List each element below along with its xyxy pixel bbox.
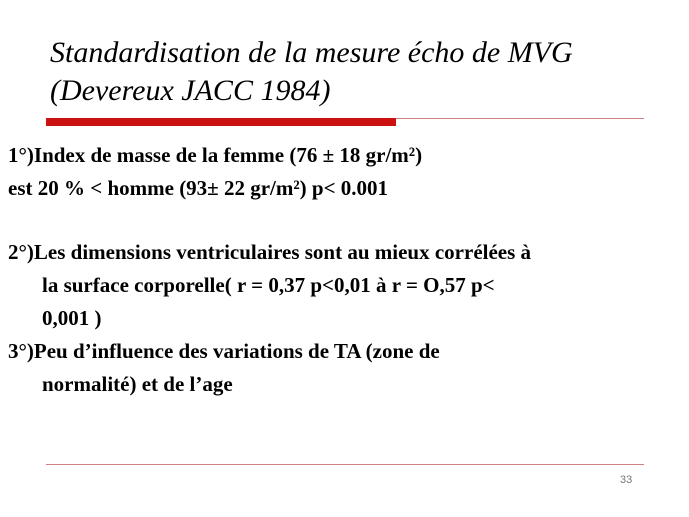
slide-title (50, 34, 670, 110)
point-2-line-2: la surface corporelle( r = 0,37 p<0,01 à r = O,57 p< (42, 273, 495, 297)
slide-body (8, 139, 683, 401)
point-3-line-2: normalité) et de l’age (42, 372, 233, 396)
point-1-line-1: 1°)Index de masse de la femme (76 ± 18 gr/m²) (8, 143, 423, 167)
point-2-line-3: 0,001 ) (42, 306, 102, 330)
point-1-line-2: est 20 % < homme (93± 22 gr/m²) p< 0.001 (8, 176, 389, 200)
title-accent-bar (46, 118, 396, 126)
footer-divider-line (46, 464, 644, 465)
paragraph-spacer (8, 205, 683, 236)
slide-title-line-1: Standardisation de la mesure écho de MVG (50, 36, 573, 69)
slide-title-line-2: (Devereux JACC 1984) (50, 74, 331, 107)
point-3-line-1: 3°)Peu d’influence des variations de TA (zone de (8, 339, 440, 363)
page-number: 33 (620, 474, 633, 486)
point-2-line-1: 2°)Les dimensions ventriculaires sont au mieux corrélées à (8, 240, 532, 264)
title-divider-line (396, 118, 644, 119)
